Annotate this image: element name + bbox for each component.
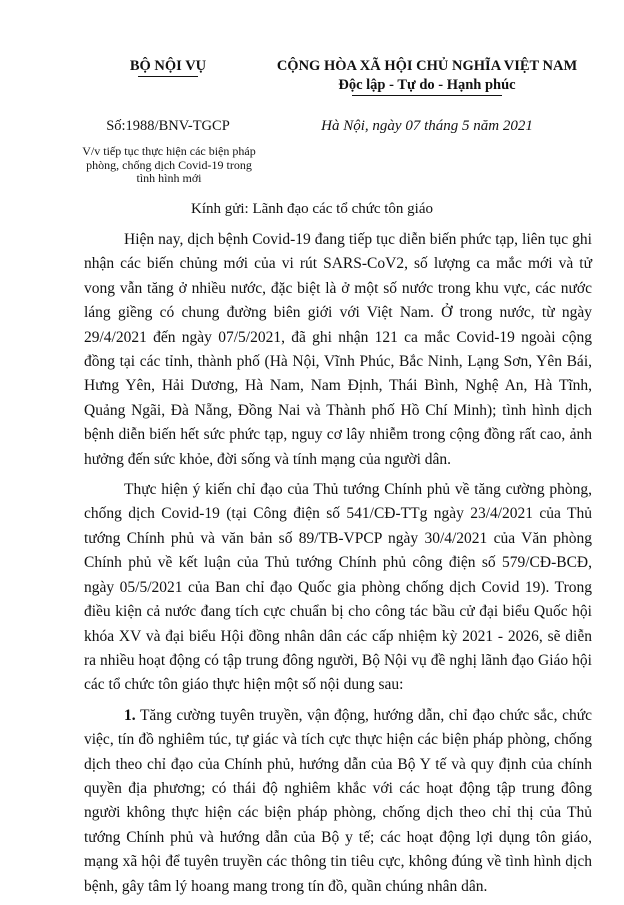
recipient-line: Kính gửi: Lãnh đạo các tổ chức tôn giáo bbox=[190, 201, 434, 217]
national-title: CỘNG HÒA XÃ HỘI CHỦ NGHĨA VIỆT NAM bbox=[276, 58, 578, 74]
motto-underline bbox=[352, 95, 502, 96]
document-number: Số:1988/BNV-TGCP bbox=[106, 118, 230, 134]
subject-line: V/v tiếp tục thực hiện các biện pháp bbox=[82, 144, 256, 158]
subject-line: phòng, chống dịch Covid-19 trong bbox=[86, 157, 252, 172]
national-header-block bbox=[262, 58, 592, 96]
document-body bbox=[84, 228, 592, 905]
document-date: Hà Nội, ngày 07 tháng 5 năm 2021 bbox=[321, 118, 533, 134]
national-motto: Độc lập - Tự do - Hạnh phúc bbox=[338, 77, 516, 93]
numbered-item bbox=[84, 704, 592, 899]
subject-line: tình hình mới bbox=[136, 171, 202, 185]
document-subject bbox=[82, 145, 256, 186]
body-paragraph: Thực hiện ý kiến chỉ đạo của Thủ tướng Chính phủ về tăng cường phòng, chống dịch Covid-19 (tại Công điện số 541/CĐ-TTg ngày 23/4/2021 của Thủ tướng Chính phủ và văn bản số 89/TB-VPCP ngày 30/4/2021 của Văn phòng Chính phủ về kết luận của Thủ tướng Chính phủ công điện số 579/CĐ-BCĐ, ngày 05/5/2021 của Ban chỉ đạo Quốc gia phòng chống dịch Covid 19). Trong điều kiện cả nước đang tích cực chuẩn bị cho công tác bầu cử đại biểu Quốc hội khóa XV và đại biểu Hội đồng nhân dân các cấp nhiệm kỳ 2021 - 2026, sẽ diễn ra nhiều hoạt động có tập trung đông người, Bộ Nội vụ đề nghị lãnh đạo Giáo hội các tổ chức tôn giáo thực hiện một số nội dung sau: bbox=[84, 481, 592, 694]
issuing-agency: BỘ NỘI VỤ bbox=[129, 58, 207, 74]
issuing-agency-block bbox=[78, 58, 258, 77]
agency-underline bbox=[138, 76, 198, 77]
body-paragraph: Hiện nay, dịch bệnh Covid-19 đang tiếp tục diễn biến phức tạp, liên tục ghi nhận các biến chủng mới của vi rút SARS-CoV2, số lượng ca mắc mới và tử vong vẫn tăng ở nhiều nước, đặc biệt là ở một số nước trong khu vực, các nước láng giềng có chung đường biên giới với Việt Nam. Ở trong nước, từ ngày 29/4/2021 đến ngày 07/5/2021, đã ghi nhận 121 ca mắc Covid-19 ngoài cộng đồng tại các tỉnh, thành phố (Hà Nội, Vĩnh Phúc, Bắc Ninh, Lạng Sơn, Yên Bái, Hưng Yên, Hải Dương, Hà Nam, Nam Định, Thái Bình, Nghệ An, Hà Tĩnh, Quảng Ngãi, Đà Nẵng, Đồng Nai và Thành phố Hồ Chí Minh); tình hình dịch bệnh diễn biến hết sức phức tạp, nguy cơ lây nhiễm trong cộng đồng rất cao, ảnh hưởng đến sức khỏe, đời sống và tính mạng của người dân. bbox=[84, 231, 592, 468]
item-number: 1. bbox=[124, 706, 136, 724]
item-text: Tăng cường tuyên truyền, vận động, hướng dẫn, chỉ đạo chức sắc, chức việc, tín đồ nghiêm túc, tự giác và tích cực thực hiện các biện pháp phòng, chống dịch theo chỉ đạo của Chính phủ, hướng dẫn của Bộ Y tế và quy định của chính quyền địa phương; có thái độ nghiêm khắc với các hoạt động tập trung đông người không thực hiện các biện pháp phòng, chống dịch theo chỉ thị của Thủ tướng Chính phủ và hướng dẫn của Bộ y tế; các hoạt động lợi dụng tôn giáo, mạng xã hội để tuyên truyền các thông tin tiêu cực, không đúng về tình hình dịch bệnh, gây tâm lý hoang mang trong tín đồ, quần chúng nhân dân. bbox=[84, 706, 592, 895]
